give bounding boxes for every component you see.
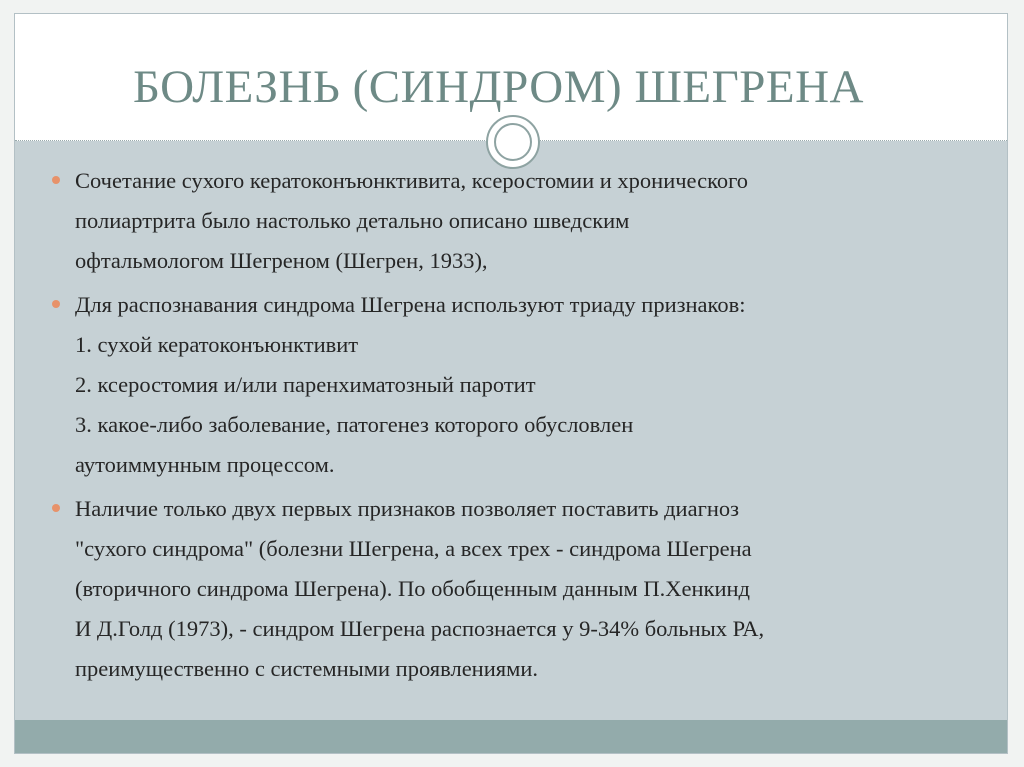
bullet-line: Сочетание сухого кератоконъюнктивита, ксеростомии и хронического <box>75 168 749 193</box>
bullet-line: И Д.Голд (1973), - синдром Шегрена распознается у 9-34% больных РА, <box>75 616 765 641</box>
bullet-line: преимущественно с системными проявлениями. <box>75 656 539 681</box>
slide-title: БОЛЕЗНЬ (СИНДРОМ) ШЕГРЕНА <box>133 61 864 113</box>
slide-content <box>52 161 972 693</box>
bullet-item <box>52 489 972 689</box>
bullet-line: 1. сухой кератоконъюнктивит <box>75 332 359 357</box>
bullet-dot-icon <box>52 300 60 308</box>
bullet-line: (вторичного синдрома Шегрена). По обобщенным данным П.Хенкинд <box>75 576 750 601</box>
inner-circle <box>494 123 532 161</box>
bullet-line: Для распознавания синдрома Шегрена используют триаду признаков: <box>75 292 746 317</box>
bullet-line: Наличие только двух первых признаков позволяет поставить диагноз <box>75 496 739 521</box>
bullet-dot-icon <box>52 504 60 512</box>
slide <box>14 13 1008 754</box>
bullet-line: аутоиммунным процессом. <box>75 452 335 477</box>
bullet-dot-icon <box>52 176 60 184</box>
bullet-line: полиартрита было настолько детально описано шведским <box>75 208 630 233</box>
bullet-item <box>52 161 972 281</box>
bullet-line: офтальмологом Шегреном (Шегрен, 1933), <box>75 248 488 273</box>
bullet-line: 3. какое-либо заболевание, патогенез которого обусловлен <box>75 412 634 437</box>
bullet-line: "сухого синдрома" (болезни Шегрена, а всех трех - синдрома Шегрена <box>75 536 752 561</box>
footer-band <box>15 720 1007 753</box>
bullet-line: 2. ксеростомия и/или паренхиматозный паротит <box>75 372 536 397</box>
bullet-item <box>52 285 972 485</box>
